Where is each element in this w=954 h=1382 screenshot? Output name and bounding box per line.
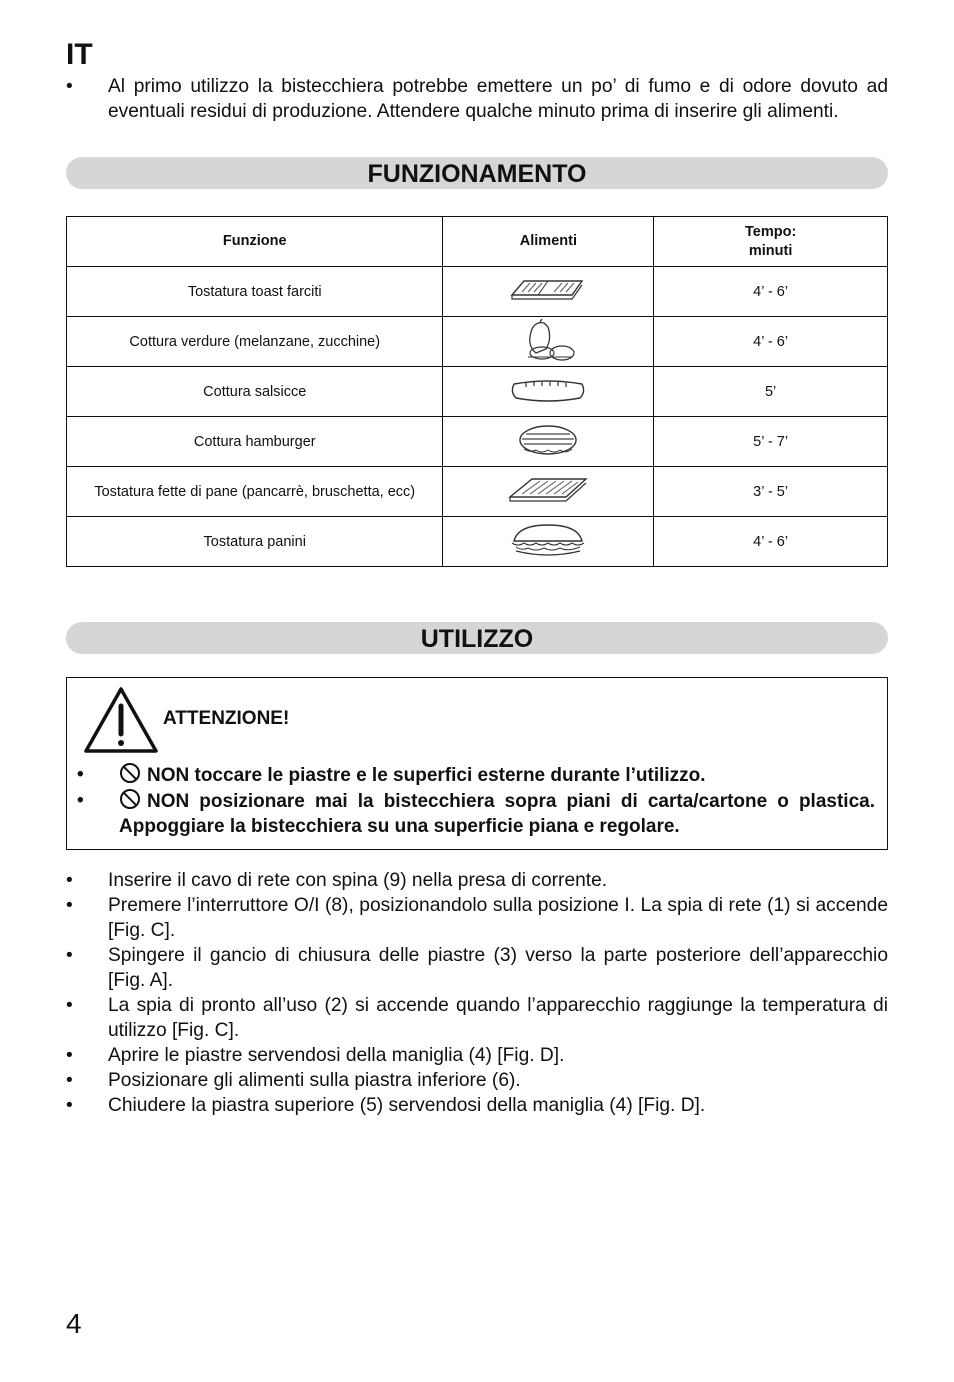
cell-tempo: 3’ - 5’ (654, 467, 888, 517)
table-row (67, 367, 888, 417)
list-item: • La spia di pronto all’uso (2) si accende quando l’apparecchio raggiunge la temperatura di utilizzo [Fig. C]. (66, 995, 888, 1041)
funzionamento-table (66, 216, 888, 567)
language-code: IT (66, 38, 93, 71)
panino-icon (508, 521, 588, 559)
header-alimenti: Alimenti (443, 217, 654, 267)
list-item: • Premere l’interruttore O/I (8), posizionandolo sulla posizione I. La spia di rete (1) si accende [Fig. C]. (66, 895, 888, 941)
warning-box (66, 677, 888, 850)
list-item: • Inserire il cavo di rete con spina (9) nella presa di corrente. (66, 870, 608, 891)
vegetables-icon (518, 319, 578, 361)
cell-funzione: Cottura verdure (melanzane, zucchine) (67, 317, 443, 367)
list-item: • Posizionare gli alimenti sulla piastra inferiore (6). (66, 1070, 521, 1091)
cell-funzione: Tostatura panini (67, 517, 443, 567)
table-row (67, 517, 888, 567)
cell-alimenti (443, 267, 654, 317)
table-row (67, 267, 888, 317)
cell-tempo: 4’ - 6’ (654, 517, 888, 567)
toast-icon (508, 277, 588, 303)
cell-alimenti (443, 517, 654, 567)
hamburger-icon (516, 423, 580, 457)
cell-alimenti (443, 467, 654, 517)
funzionamento-heading: FUNZIONAMENTO (66, 157, 888, 189)
page-number: 4 (66, 1308, 82, 1339)
table-row (67, 417, 888, 467)
warning-list (77, 762, 875, 839)
header-funzione: Funzione (67, 217, 443, 267)
cell-tempo: 5’ - 7’ (654, 417, 888, 467)
cell-alimenti (443, 317, 654, 367)
warning-triangle-icon (83, 686, 159, 754)
cell-funzione: Cottura salsicce (67, 367, 443, 417)
cell-tempo: 5’ (654, 367, 888, 417)
cell-alimenti (443, 417, 654, 467)
table-row (67, 467, 888, 517)
cell-funzione: Cottura hamburger (67, 417, 443, 467)
list-item: • Spingere il gancio di chiusura delle piastre (3) verso la parte posteriore dell’apparecchio [Fig. A]. (66, 945, 888, 991)
list-item: • Chiudere la piastra superiore (5) servendosi della maniglia (4) [Fig. D]. (66, 1095, 706, 1116)
sausage-icon (508, 376, 588, 404)
cell-funzione: Tostatura fette di pane (pancarrè, bruschetta, ecc) (67, 467, 443, 517)
cell-tempo: 4’ - 6’ (654, 317, 888, 367)
warning-title: ATTENZIONE! (163, 708, 290, 729)
header-tempo: Tempo: minuti (654, 217, 888, 267)
table-header-row (67, 217, 888, 267)
warning-item: • NON toccare le piastre e le superfici esterne durante l’utilizzo. (77, 764, 706, 786)
steps-list (66, 868, 888, 1118)
table-row (67, 317, 888, 367)
prohibited-icon (119, 788, 141, 810)
cell-tempo: 4’ - 6’ (654, 267, 888, 317)
warning-item: • NON posizionare mai la bistecchiera sopra piani di carta/cartone o plastica. Appoggiare la bistecchiera su una superficie piana e regolare. (77, 790, 875, 837)
cell-alimenti (443, 367, 654, 417)
utilizzo-heading: UTILIZZO (66, 622, 888, 654)
bread-slices-icon (506, 475, 590, 505)
prohibited-icon (119, 762, 141, 784)
intro-list (66, 74, 888, 124)
cell-funzione: Tostatura toast farciti (67, 267, 443, 317)
intro-item: • Al primo utilizzo la bistecchiera potrebbe emettere un po’ di fumo e di odore dovuto ad eventuali residui di produzione. Attendere qualche minuto prima di inserire gli alimenti. (66, 76, 888, 122)
list-item: • Aprire le piastre servendosi della maniglia (4) [Fig. D]. (66, 1045, 565, 1066)
